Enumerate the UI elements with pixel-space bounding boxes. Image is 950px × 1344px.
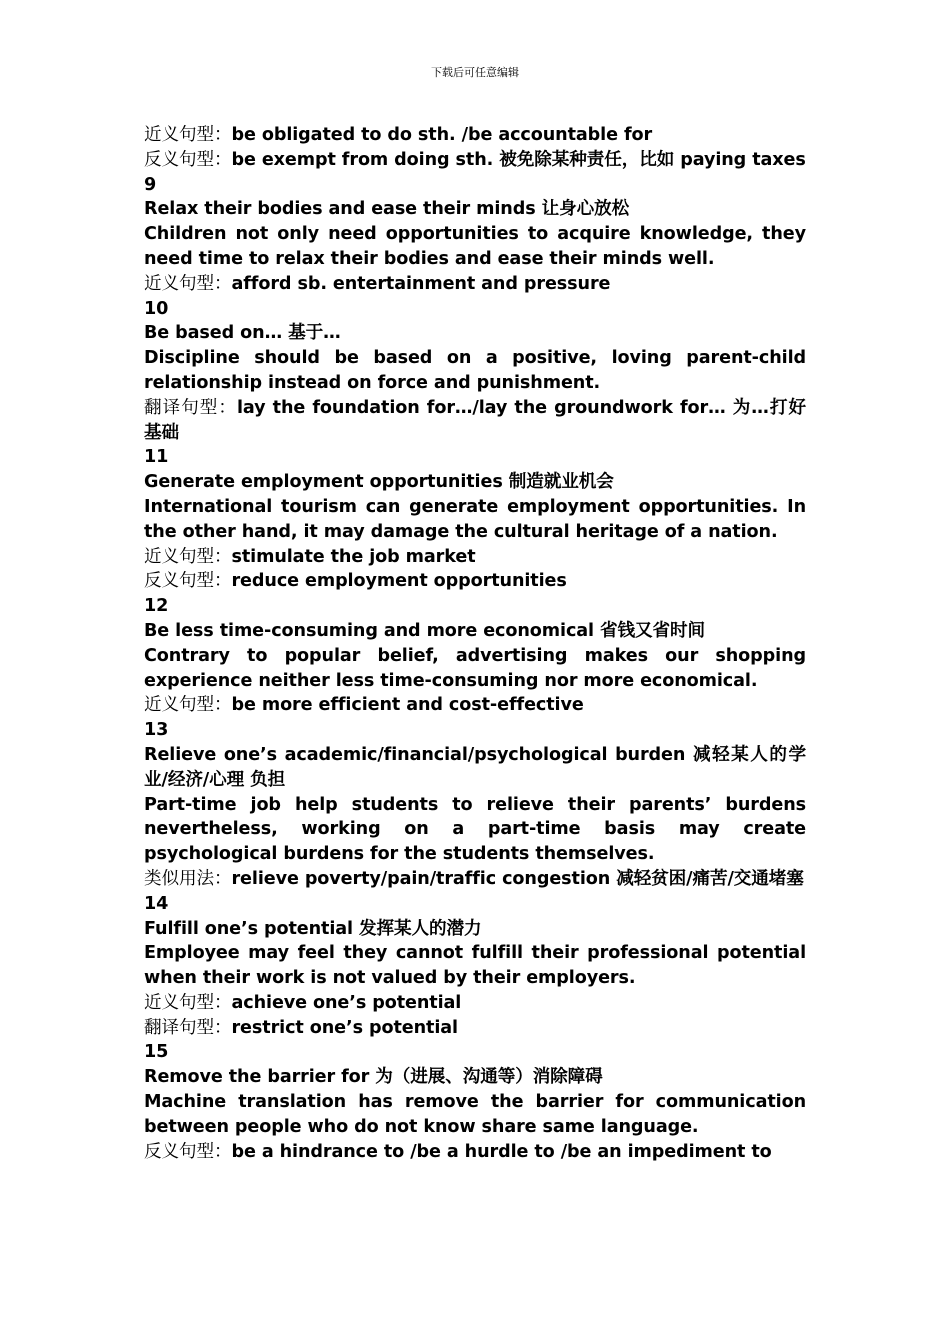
document-body	[144, 123, 806, 1164]
text: relieve poverty/pain/traffic congestion 减轻贫困/痛苦/交通堵塞	[231, 868, 804, 889]
label: 近义句型：	[144, 125, 232, 145]
phrase-heading: Fulfill one’s potential 发挥某人的潜力	[144, 918, 482, 939]
phrase-heading: Relieve one’s academic/financial/psychological burden 减轻某人的学业/经济/心理 负担	[144, 744, 806, 790]
section-number: 11	[144, 447, 169, 468]
example-sentence: Contrary to popular belief, advertising makes our shopping experience neither less time-consuming nor more economical.	[144, 645, 806, 691]
synonym-line	[144, 272, 806, 297]
text: be obligated to do sth. /be accountable for	[231, 125, 653, 145]
translation-line	[144, 396, 806, 446]
translation-line	[144, 1016, 806, 1041]
text: stimulate the job market	[231, 546, 476, 567]
antonym-line	[144, 1140, 806, 1165]
antonym-line	[144, 569, 806, 594]
example-sentence: Employee may feel they cannot fulfill their professional potential when their work is not valued by their employers.	[144, 943, 806, 989]
example-sentence: Part-time job help students to relieve their parents’ burdens nevertheless, working on a part-time basis may create psychological burdens for the students themselves.	[144, 794, 806, 865]
section-number: 12	[144, 596, 169, 617]
section-number: 15	[144, 1042, 169, 1063]
example-sentence: Discipline should be based on a positive, loving parent-child relationship instead on force and punishment.	[144, 348, 806, 393]
label: 近义句型：	[144, 546, 232, 567]
text: afford sb. entertainment and pressure	[231, 273, 611, 294]
text: be exempt from doing sth. 被免除某种责任，比如 paying taxes	[231, 149, 806, 170]
text: be more efficient and cost-effective	[231, 695, 584, 716]
example-sentence: Machine translation has remove the barrier for communication between people who do not know share same language.	[144, 1092, 806, 1137]
label: 近义句型：	[144, 273, 232, 294]
label: 类似用法：	[144, 868, 232, 889]
page-header: 下载后可任意编辑	[431, 66, 519, 79]
text: achieve one’s potential	[231, 992, 462, 1013]
phrase-heading: Remove the barrier for 为（进展、沟通等）消除障碍	[144, 1067, 603, 1088]
label: 反义句型：	[144, 149, 232, 170]
text: reduce employment opportunities	[231, 571, 567, 592]
similar-usage-line	[144, 867, 806, 892]
text: lay the foundation for…/lay the groundwork for… 为…打好基础	[144, 397, 806, 443]
antonym-line	[144, 148, 806, 173]
phrase-heading: Be less time-consuming and more economical 省钱又省时间	[144, 620, 705, 641]
label: 近义句型：	[144, 992, 232, 1013]
phrase-heading: Be based on… 基于…	[144, 323, 341, 344]
section-number: 9	[144, 174, 157, 195]
phrase-heading: Relax their bodies and ease their minds 让身心放松	[144, 199, 630, 220]
label: 翻译句型：	[144, 1017, 232, 1038]
synonym-line	[144, 693, 806, 718]
synonym-line	[144, 123, 806, 148]
label: 反义句型：	[144, 571, 232, 592]
example-sentence: Children not only need opportunities to acquire knowledge, they need time to relax their bodies and ease their minds well.	[144, 224, 806, 269]
section-number: 10	[144, 298, 169, 319]
section-number: 14	[144, 893, 169, 914]
label: 反义句型：	[144, 1141, 232, 1162]
label: 翻译句型：	[144, 397, 237, 418]
synonym-line	[144, 545, 806, 570]
text: restrict one’s potential	[231, 1017, 458, 1038]
section-number: 13	[144, 720, 169, 741]
phrase-heading: Generate employment opportunities 制造就业机会	[144, 472, 614, 493]
synonym-line	[144, 991, 806, 1016]
example-sentence: International tourism can generate employment opportunities. In the other hand, it may damage the cultural heritage of a nation.	[144, 496, 806, 542]
text: be a hindrance to /be a hurdle to /be an impediment to	[231, 1141, 772, 1162]
label: 近义句型：	[144, 695, 232, 716]
